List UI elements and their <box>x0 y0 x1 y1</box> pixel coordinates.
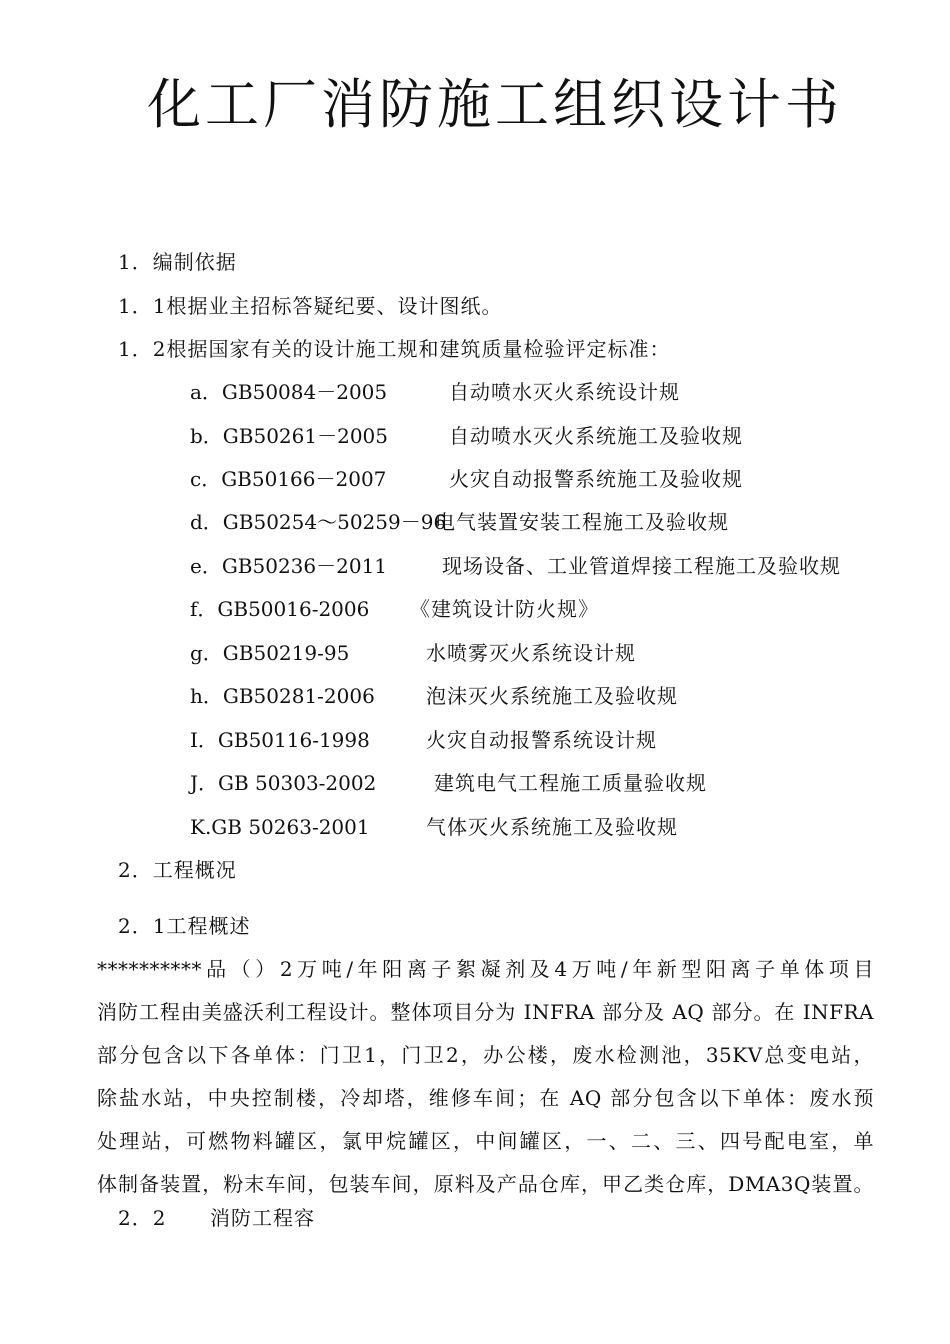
standard-code: a．GB50084－2005 <box>190 380 388 404</box>
standard-name: 自动喷水灭火系统设计规 <box>449 380 680 404</box>
section-2-2-number: 2．2 <box>118 1206 167 1230</box>
section-1-1: 1．1根据业主招标答疑纪要、设计图纸。 <box>118 294 503 318</box>
paragraph-line: 除盐水站，中央控制楼，冷却塔，维修车间；在 AQ 部分包含以下单体：废水预 <box>97 1086 874 1110</box>
standard-name: 自动喷水灭火系统施工及验收规 <box>449 424 743 448</box>
paragraph-line: 体制备装置，粉末车间，包装车间，原料及产品仓库，甲乙类仓库，DMA3Q装置。 <box>97 1172 874 1196</box>
standard-name: 电气装置安装工程施工及验收规 <box>435 510 729 534</box>
paragraph-line: 部分包含以下各单体：门卫1，门卫2，办公楼，废水检测池，35KV总变电站， <box>97 1043 874 1067</box>
section-2-2-title: 消防工程容 <box>210 1206 315 1230</box>
section-1-2: 1．2根据国家有关的设计施工规和建筑质量检验评定标准： <box>118 337 671 361</box>
standard-name: 气体灭火系统施工及验收规 <box>426 815 678 839</box>
standard-name: 泡沫灭火系统施工及验收规 <box>426 684 678 708</box>
section-2-heading: 2．工程概况 <box>118 858 237 882</box>
standard-code: f．GB50016-2006 <box>190 597 370 621</box>
standard-name: 《建筑设计防火规》 <box>410 597 599 621</box>
standard-code: c．GB50166－2007 <box>190 467 387 491</box>
paragraph-line: 处理站，可燃物料罐区，氯甲烷罐区，中间罐区，一、二、三、四号配电室，单 <box>97 1129 874 1153</box>
standard-name: 火灾自动报警系统施工及验收规 <box>449 467 743 491</box>
standard-name: 火灾自动报警系统设计规 <box>426 728 657 752</box>
standard-code: e．GB50236－2011 <box>190 554 388 578</box>
standard-code: J．GB 50303-2002 <box>190 771 377 795</box>
standard-name: 建筑电气工程施工质量验收规 <box>434 771 707 795</box>
standard-code: d．GB50254～50259－96 <box>190 510 447 534</box>
standard-code: b．GB50261－2005 <box>190 424 388 448</box>
standard-code: K.GB 50263-2001 <box>190 815 370 839</box>
standard-code: g．GB50219-95 <box>190 641 350 665</box>
standard-code: I．GB50116-1998 <box>190 728 370 752</box>
standard-name: 现场设备、工业管道焊接工程施工及验收规 <box>442 554 841 578</box>
section-2-1: 2．1工程概述 <box>118 914 251 938</box>
standard-name: 水喷雾灭火系统设计规 <box>426 641 636 665</box>
paragraph-line: **********品（）2万吨/年阳离子絮凝剂及4万吨/年新型阳离子单体项目 <box>97 957 874 981</box>
section-1-heading: 1．编制依据 <box>118 250 237 274</box>
paragraph-line: 消防工程由美盛沃利工程设计。整体项目分为 INFRA 部分及 AQ 部分。在 INFRA <box>97 1000 874 1024</box>
standard-code: h．GB50281-2006 <box>190 684 375 708</box>
page-title: 化工厂消防施工组织设计书 <box>147 73 843 136</box>
